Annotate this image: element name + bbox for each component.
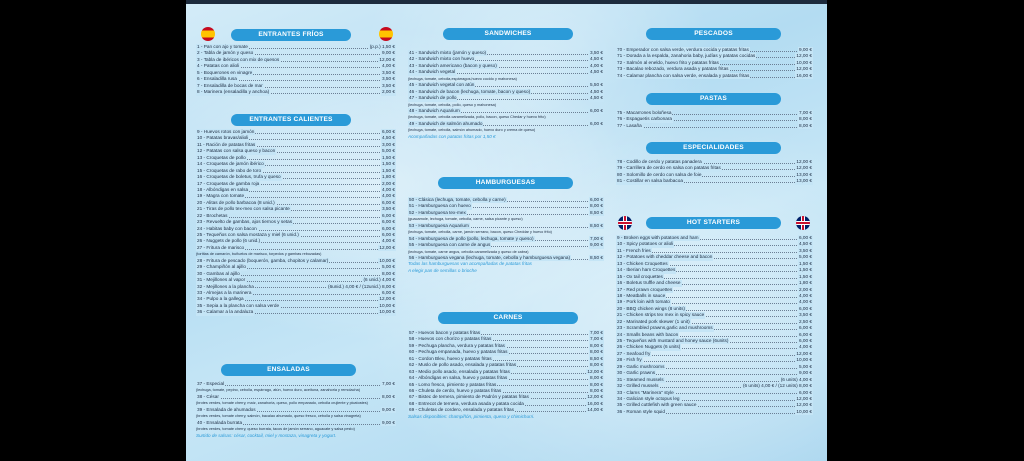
menu-item-price: 6,00 € (381, 219, 395, 225)
menu-item-price: 6,00 € (798, 235, 812, 240)
menu-item-price: 2,00 € (381, 89, 395, 95)
menu-item-price: 12,00 € (796, 66, 812, 72)
menu-item-price: 12,00 € (796, 53, 812, 59)
menu-item-name: 24 - Habitas baby con bacon (197, 225, 257, 231)
menu-item-name: 53 - Hamburguesa Aquarium (409, 222, 469, 228)
menu-item-price: 9,00 € (381, 419, 395, 425)
menu-item-price: 8,00 € (798, 116, 812, 122)
menu-item-name: 8 - Marinera (ensaladilla y anchoa) (197, 89, 270, 95)
leader-dots (196, 385, 396, 386)
menu-item-name: 36 - Calamar a la andaluza (197, 309, 254, 315)
menu-item-price: 8,50 € (589, 355, 603, 361)
menu-item-price: 7,00 € (589, 235, 603, 241)
menu-item-name: 49 - Sandwich de salmón ahumado (409, 120, 483, 126)
menu-item-price: 1,50 € (381, 154, 395, 160)
menu-item-name: 22 - Marinated pork skewer (1 unit) (617, 318, 690, 324)
menu-item-price: 3,50 € (381, 82, 395, 88)
menu-item-name: 73 - Bacalao rebozado, verdura asada y patatas fritas (617, 66, 729, 72)
menu-item-name: 43 - Sandwich americano (bacon y queso) (409, 62, 497, 68)
menu-item-name: 57 - Huevos bacon y patatas fritas (409, 330, 481, 335)
menu-item-price: 3,50 € (381, 76, 395, 82)
menu-item-price: 8,00 € (589, 381, 603, 387)
menu-item-price: 8,00 € (589, 349, 603, 355)
menu-item-price: 6,00 € (589, 107, 603, 113)
menu-item-price: 9,00 € (798, 370, 812, 376)
menu-item-price: 4,00 € (381, 193, 395, 199)
menu-item-price: 8,50 € (589, 222, 603, 228)
menu-item-name: 29 - Garlic mushrooms (617, 363, 665, 369)
menu-item-price: 16,00 € (796, 72, 812, 78)
menu-item-name: 20 - BBQ chicken wings (8 units) (617, 305, 685, 311)
menu-item-name: 23 - Revuelto de gambas, ajos tiernos y setas (197, 219, 293, 225)
menu-item (196, 309, 396, 315)
menu-item-name: 72 - Salmón al eneldo, huevo frito y patatas fritas (617, 59, 719, 65)
menu-item-name: 33 - Almejas a la marinera (197, 289, 252, 295)
menu-item-price: 4,00 € (798, 292, 812, 298)
menu-item-name: 29 - Champiñón al ajillo (197, 264, 246, 270)
menu-item-name: 1 - Pan con ajo y tomate (197, 44, 248, 49)
menu-item-name: 22 - Brochetas (197, 212, 228, 218)
menu-item-price: 4,50 € (381, 135, 395, 141)
menu-item-name: 47 - Sandwich de pollo (409, 95, 457, 101)
menu-item-name: 17 - Croquetas de gamba roja (197, 180, 260, 186)
section-banner-pastas: PASTAS (646, 93, 781, 105)
menu-item-price: 10,00 € (796, 408, 812, 414)
menu-item-name: 19 - Magra con tomate (197, 193, 245, 199)
menu-item-price: 8,00 € (589, 362, 603, 368)
menu-item-price: 1,50 € (798, 273, 812, 279)
menu-item-name: 46 - Sandwich de bacon (lechuga, tomate, bacon y queso) (409, 88, 531, 94)
list-entrantes-frios (196, 44, 396, 96)
menu-item-price: 1,50 € (381, 167, 395, 173)
menu-item-name: 21 - Chicken strips tex mex in spicy sauce (617, 312, 705, 318)
menu-item-name: 34 - Pulpo a la gallega (197, 296, 244, 302)
menu-item-name: 55 - Hamburguesa con carne de angus (409, 242, 491, 248)
menu-item-price: 10,00 € (796, 59, 812, 65)
item-description: (lechuga, tomate, carne angus, cebolla caramelizada y queso de cabra) (408, 249, 529, 254)
section-banner-carnes: CARNES (438, 312, 578, 324)
menu-item-name: 61 - Cordon Bleu, huevo y patatas fritas (409, 355, 492, 361)
menu-item-name: 16 - Croquetas de boletus, trufa y queso (197, 174, 281, 180)
menu-item (408, 223, 604, 229)
menu-item-price: 12,00 € (796, 395, 812, 401)
menu-item-name: 80 - Solomillo de cerdo con salsa de foie (617, 171, 702, 177)
menu-item-price: 13,00 € (796, 171, 812, 177)
menu-item-price: 13,00 € (796, 178, 812, 184)
list-entrantes-calientes (196, 129, 396, 316)
menu-item-price: 6,00 € (798, 331, 812, 337)
menu-item-name: 27 - Fritura de marisco (197, 244, 245, 250)
menu-item (408, 255, 604, 261)
menu-item-name: 26 - Chicken Nuggets (6 units) (617, 344, 681, 350)
menu-item-name: 62 - Muslo de pollo asado, ensalada y patatas fritas (409, 362, 517, 368)
menu-item-price: 4,50 € (589, 88, 603, 94)
list-sandwiches (408, 50, 604, 140)
menu-item (408, 121, 604, 127)
menu-item (616, 123, 813, 129)
menu-item-price: 10,00 € (796, 357, 812, 363)
menu-item (408, 69, 604, 75)
menu-item-price: 3,50 € (589, 50, 603, 55)
menu-item-price: (6 units) 4,00 € / (12 units) 8,00 € (742, 383, 812, 389)
menu-item (408, 242, 604, 248)
item-description: (brotes verdes, tomate cherry, salmón, bacalao ahumado, queso fresco, cebolla y salsa vinagreta) (196, 414, 361, 419)
menu-item-name: 69 - Chuletas de cordero, ensalada y patatas fritas (409, 407, 515, 413)
menu-item-name: 31 - Mejillones al vapor (197, 277, 246, 283)
menu-item-price: 5,50 € (589, 82, 603, 88)
menu-item-name: 34 - Galician style octopus leg (617, 395, 680, 401)
menu-item-name: 12 - Patatas con salsa queso y bacon (197, 148, 276, 154)
menu-item-name: 74 - Calamar plancha con salsa verde, ensalada y patatas fritas (617, 72, 750, 78)
menu-item-price: 9,00 € (589, 242, 603, 248)
menu-item-price: 4,00 € (381, 238, 395, 244)
item-description: (lechuga, tomate, cebolla, salmón ahumado, huevo duro y crema de queso) (408, 128, 536, 133)
menu-item-price: (6 unid.) 4,00 € (363, 277, 395, 283)
menu-item-name: 32 - Grilled mussels (617, 383, 659, 389)
item-description: (tortitas de camarón, buñuelos de marisco, torpedos y gambas rebozadas) (196, 252, 322, 257)
section-banner-entrantes-calientes: ENTRANTES CALIENTES (231, 114, 351, 126)
menu-item-name: 9 - Huevos rotos con jamón (197, 129, 255, 134)
menu-item-name: 15 - Ox tail croquettes (617, 273, 663, 279)
list-hamburguesas (408, 197, 604, 274)
section-note: Salsas disponibles: champiñón, pimienta, queso y chimichurri. (408, 413, 535, 419)
menu-item-price: 9,00 € (381, 406, 395, 412)
menu-item-price: 6,00 € (798, 389, 812, 395)
menu-item-price: 5,00 € (798, 254, 812, 260)
menu-item-name: 52 - Hamburguesa tex-mex (409, 209, 466, 215)
menu-item (408, 95, 604, 101)
menu-item-name: 81 - Costillar en salsa barbacoa (617, 178, 683, 184)
menu-item-price: 5,00 € (798, 363, 812, 369)
menu-item (196, 394, 396, 400)
menu-item-price: 6,00 € (798, 305, 812, 311)
menu-item-name: 21 - Tiras de pollo tex-mex con salsa picante (197, 206, 290, 212)
menu-item-price: 9,00 € (798, 47, 812, 52)
menu-item-name: 20 - Alitas de pollo barbacoa (8 unid.) (197, 199, 275, 205)
menu-item (196, 245, 396, 251)
menu-item-name: 30 - Garlic prawns (617, 370, 656, 376)
menu-item-price: 12,00 € (379, 296, 395, 302)
menu-item-price: 12,00 € (379, 56, 395, 62)
menu-item-name: 50 - Clásica (lechuga, tomate, cebolla y carne) (409, 197, 506, 202)
menu-item-name: 12 - Potatoes with cheddar cheese and bacon (617, 254, 713, 260)
section-note: Acompañadas con patatas fritas por 1,50 € (408, 133, 496, 139)
menu-item-name: 3 - Tabla de ibéricos con mix de quesos (197, 56, 280, 62)
menu-item-price: 4,50 € (589, 69, 603, 75)
top-bar (186, 0, 827, 4)
menu-item-price: 2,50 € (798, 318, 812, 324)
section-banner-hot-starters: HOT STARTERS (646, 217, 781, 229)
menu-item-name: 18 - Albóndigas en salsa (197, 186, 249, 192)
uk-flag-icon (796, 216, 810, 230)
menu-item-name: 77 - Lasaña (617, 122, 642, 128)
menu-item-name: 58 - Huevos con chorizo y patatas fritas (409, 336, 492, 342)
menu-item-name: 10 - Patatas bravas/alioli (197, 135, 249, 141)
menu-item-price: 8,00 € (381, 270, 395, 276)
section-banner-especialidades: ESPECIALIDADES (646, 142, 781, 154)
list-pastas (616, 110, 813, 129)
menu-item-name: 6 - Ensaladilla rusa (197, 76, 237, 82)
menu-item-name: 40 - Ensalada burrata (197, 419, 243, 425)
item-description: (guacamole, lechuga, tomate, cebolla, carne, salsa picante y queso) (408, 217, 523, 222)
menu-item-price: 3,50 € (381, 69, 395, 75)
menu-item-price: 3,50 € (798, 247, 812, 253)
menu-item-name: 26 - Nuggets de pollo (6 unid.) (197, 238, 261, 244)
menu-item-name: 11 - French fries (617, 247, 651, 253)
menu-item-price: 3,50 € (381, 206, 395, 212)
menu-item-price: 1,80 € (381, 174, 395, 180)
menu-item-name: 19 - Pork loin with tomato (617, 299, 670, 305)
item-description: (brotes verdes, tomate cherry, queso burrata, tacos de jamón serrano, aguacate y salsa pesto) (196, 427, 355, 432)
menu-item-price: 4,00 € (381, 63, 395, 69)
menu-item-name: 28 - Fish fry (617, 357, 642, 363)
menu-item-price: 3,00 € (381, 141, 395, 147)
menu-item-name: 23 - Scrambled prawns,garlic and mushrooms (617, 325, 713, 331)
menu-item-name: 28 - Fritura de pescado (boquerón, gamba, chopitos y calamar) (197, 257, 329, 263)
menu-item-price: 4,00 € (589, 62, 603, 68)
list-hot-starters (616, 235, 813, 415)
menu-item-price: 14,00 € (587, 407, 603, 413)
menu-item-name: 54 - Hamburguesa de pollo (pollo, lechuga, tomate y queso) (409, 235, 534, 241)
menu-item-price: 12,00 € (796, 165, 812, 171)
leader-dots (616, 127, 813, 128)
menu-item-name: 14 - Croquetas de jamón ibérico (197, 161, 264, 167)
menu-item-name: 68 - Entrecot de ternera, verdura asada y patata cocida (409, 400, 524, 406)
menu-item-name: 24 - Smalls beans with bacon (617, 331, 679, 337)
section-banner-ensaladas: ENSALADAS (221, 364, 356, 376)
menu-item-price: 8,50 € (589, 254, 603, 260)
menu-item-price: 8,50 € (589, 209, 603, 215)
menu-item-price: 3,50 € (798, 312, 812, 318)
menu-item-name: 38 - César (197, 393, 219, 399)
menu-item-price: 6,00 € (381, 199, 395, 205)
menu-item-name: 14 - Iberian ham Croquettes (617, 267, 676, 273)
section-note: Todas las hamburguesas van acompañadas de patatas fritas (408, 261, 532, 267)
menu-item-name: 32 - Mejillones a la plancha (197, 283, 254, 289)
menu-item-name: 67 - Bistec de ternera, pimiento de Padrón y patatas fritas (409, 394, 529, 400)
item-description: (lechuga, tomate, cebolla caramelizada, pollo, bacon, queso Chedar y huevo frito) (408, 115, 546, 120)
menu-item-price: 4,00 € (798, 344, 812, 350)
menu-item-name: 18 - Meatballs in sauce (617, 292, 666, 298)
menu-item-price: 12,00 € (587, 368, 603, 374)
menu-item-price: 8,00 € (589, 342, 603, 348)
menu-item-name: 31 - Steamed mussels (617, 376, 664, 382)
item-description: (brotes verdes, tomate cherry, maíz, zanahoria, queso, pollo empanado, cebolla crujiente y picatostes) (196, 401, 368, 406)
menu-item-price: 10,00 € (379, 309, 395, 315)
menu-item-name: 39 - Ensalada de ahumados (197, 406, 256, 412)
menu-item-name: 56 - Hamburguesa vegana (lechuga, tomate, cebolla y hamburguesa vegana) (409, 254, 571, 260)
menu-item-name: 64 - Albóndigas en salsa, huevo y patatas fritas (409, 375, 508, 381)
menu-item-price: 12,00 € (796, 402, 812, 408)
menu-item-name: 76 - Espaguetis carbonara (617, 116, 672, 122)
menu-item-name: 36 - Roman style squid (617, 408, 665, 414)
menu-item-price: 2,00 € (798, 286, 812, 292)
menu-item-name: 79 - Carrillera de cerdo en salsa con patatas fritas (617, 165, 721, 171)
spain-flag-icon (379, 27, 393, 41)
menu-item-price: (6unid.) 4,00 € / (12unid.) 8,00 € (328, 283, 395, 289)
section-banner-sandwiches: SANDWICHES (443, 28, 573, 40)
menu-item-price: 6,00 € (381, 129, 395, 134)
menu-item-price: 8,00 € (589, 203, 603, 209)
menu-item-price: 1,50 € (381, 161, 395, 167)
menu-item-price: 12,00 € (587, 394, 603, 400)
menu-item-name: 9 - Broken eggs with potatoes and ham (617, 235, 699, 240)
menu-item-price: 12,00 € (796, 159, 812, 164)
menu-item-price: 6,00 € (381, 232, 395, 237)
menu-item-price: 12,00 € (796, 350, 812, 356)
menu-item-price: 9,00 € (381, 50, 395, 56)
menu-item-name: 17 - Red prawn croquettes (617, 286, 673, 292)
menu-item-price: 1,80 € (798, 280, 812, 286)
menu-item (196, 420, 396, 426)
menu-item (616, 178, 813, 184)
leader-dots (616, 361, 813, 362)
menu-item (408, 210, 604, 216)
menu-item-name: 33 - Clams "Marinera" style (617, 389, 674, 395)
menu-item-name: 65 - Lomo fresco, pimiento y patatas fritas (409, 381, 497, 387)
menu-item-name: 44 - Sandwich vegetal (409, 69, 456, 75)
menu-item-price: 5,00 € (381, 148, 395, 154)
menu-item-price: 4,00 € (381, 186, 395, 192)
menu-item (196, 381, 396, 387)
list-ensaladas (196, 381, 396, 439)
menu-item-price: 7,00 € (798, 110, 812, 115)
menu-item-name: 71 - Dorada a la espalda, zanahoria baby, judías y patatas cocidas (617, 53, 756, 59)
spain-flag-icon (201, 27, 215, 41)
menu-item-name: 35 - Sepia a la plancha con salsa verde (197, 302, 280, 308)
menu-item-name: 42 - Sandwich mixto con huevo (409, 56, 475, 62)
menu-item-price: 4,50 € (589, 56, 603, 62)
menu-item-price: 4,50 € (798, 241, 812, 247)
menu-item (408, 407, 604, 413)
menu-item (408, 108, 604, 114)
menu-item (196, 89, 396, 95)
menu-item-price: 10,00 € (379, 302, 395, 308)
menu-item-name: 70 - Emperador con salsa verde, verdura cocida y patatas fritas (617, 47, 749, 52)
menu-item-price: 7,00 € (589, 336, 603, 342)
menu-item-price: 1,50 € (798, 260, 812, 266)
menu-item-name: 4 - Patatas con alioli (197, 63, 240, 69)
menu-page (186, 0, 827, 461)
menu-item-price: 8,00 € (589, 375, 603, 381)
menu-item-price: 7,00 € (589, 330, 603, 335)
menu-item-name: 51 - Hamburguesa con huevo (409, 203, 471, 209)
uk-flag-icon (618, 216, 632, 230)
menu-item (616, 409, 813, 415)
menu-item-name: 27 - Seafood fry (617, 350, 651, 356)
menu-item-price: 6,00 € (381, 212, 395, 218)
menu-item-name: 48 - Sandwich Aquarium (409, 107, 460, 113)
menu-item-name: 59 - Pechuga plancha, verdura y patatas fritas (409, 342, 505, 348)
item-description: (lechuga, tomate, cebolla, carne, jamón serrano, bacon, queso Cheddar y huevo frito) (408, 230, 552, 235)
menu-item-price: 6,00 € (381, 225, 395, 231)
item-description: (lechuga, tomate, cebolla,espárragos,huevo cocido y mahonesa) (408, 76, 517, 81)
menu-item-price: 4,50 € (589, 95, 603, 101)
menu-item-name: 45 - Sandwich vegetal con atún (409, 82, 475, 88)
menu-item-name: 63 - Medio pollo asado, ensalada y patatas fritas (409, 368, 510, 374)
menu-item-price: 6,00 € (798, 325, 812, 331)
menu-item-name: 66 - Chuleta de cerdo, huevo y patatas fritas (409, 387, 502, 393)
menu-item-name: 41 - Sandwich mixto (jamón y queso) (409, 50, 487, 55)
menu-item-name: 13 - Chicken Croquettes (617, 260, 668, 266)
menu-item-price: 8,00 € (589, 387, 603, 393)
list-carnes (408, 330, 604, 420)
menu-item-name: 25 - Tequeños with mustard and honey sauce (6units) (617, 338, 729, 343)
section-banner-pescados: PESCADOS (646, 28, 781, 40)
menu-item-name: 2 - Tabla de jamón y queso (197, 50, 254, 56)
menu-item-price: 6,00 € (381, 289, 395, 295)
list-especialidades (616, 159, 813, 185)
menu-item-name: 5 - Boquerones en vinagre (197, 69, 253, 75)
menu-item-name: 7 - Ensaladilla de bocas de mar (197, 82, 263, 88)
list-pescados (616, 47, 813, 79)
menu-item-price: (6 units) 4,00 € (780, 376, 812, 382)
menu-item-price: 2,00 € (381, 180, 395, 186)
menu-item-price: 16,00 € (587, 400, 603, 406)
menu-item-name: 60 - Pechuga empanada, huevo y patatas fritas (409, 349, 508, 355)
menu-item-name: 10 - Spicy potatoes or alioli (617, 241, 674, 247)
menu-item-name: 78 - Codillo de cerdo y patatas panadera (617, 159, 702, 164)
menu-item-name: 30 - Gambas al ajillo (197, 270, 240, 276)
menu-item-price: 1,50 € (798, 267, 812, 273)
menu-item-name: 13 - Croquetas de pollo (197, 154, 246, 160)
menu-item-price: 10,00 € (379, 257, 395, 263)
menu-item-name: 16 - Boletus truffle and cheese (617, 280, 681, 286)
menu-item-name: 25 - Tequeños con salsa mostaza y miel (6 unid.) (197, 232, 299, 237)
menu-item-name: 37 - Especial (197, 381, 225, 386)
menu-item-price: 8,00 € (798, 122, 812, 128)
menu-item-price: 8,00 € (381, 393, 395, 399)
item-description: (lechuga, tomate, pepino, cebolla, espárrago, atún, huevo duro, aceituna, zanahoria y remolacha) (196, 388, 361, 393)
menu-item-price: 6,00 € (798, 338, 812, 343)
menu-item-price: (p.p.) 1,50 € (369, 44, 395, 49)
section-note: Surtido de salsas: césar, cocktail, miel y mostaza, vinagreta y yogurt. (196, 432, 337, 438)
item-description: (lechuga, tomate, cebolla, pollo, queso y mahonesa) (408, 102, 497, 107)
section-banner-hamburguesas: HAMBURGUESAS (438, 177, 573, 189)
section-note: A elegir pan de semillas o brioche (408, 267, 477, 273)
menu-item (196, 407, 396, 413)
menu-item-name: 15 - Croquetas de rabo de toro (197, 167, 262, 173)
menu-item-price: 6,00 € (589, 197, 603, 202)
menu-item-price: 4,00 € (798, 299, 812, 305)
menu-item-price: 6,00 € (589, 120, 603, 126)
menu-item (616, 73, 813, 79)
leader-dots (196, 398, 396, 399)
menu-item-name: 11 - Ración de patatas fritas (197, 141, 256, 147)
menu-item-name: 35 - Grilled cuttlefish with green sauce (617, 402, 697, 408)
menu-item-price: 7,00 € (381, 381, 395, 386)
menu-item-price: 12,00 € (379, 244, 395, 250)
section-banner-entrantes-frios: ENTRANTES FRÍOS (231, 29, 351, 41)
menu-item-name: 75 - Macarrones boloñesa (617, 110, 672, 115)
menu-item-price: 5,00 € (381, 264, 395, 270)
